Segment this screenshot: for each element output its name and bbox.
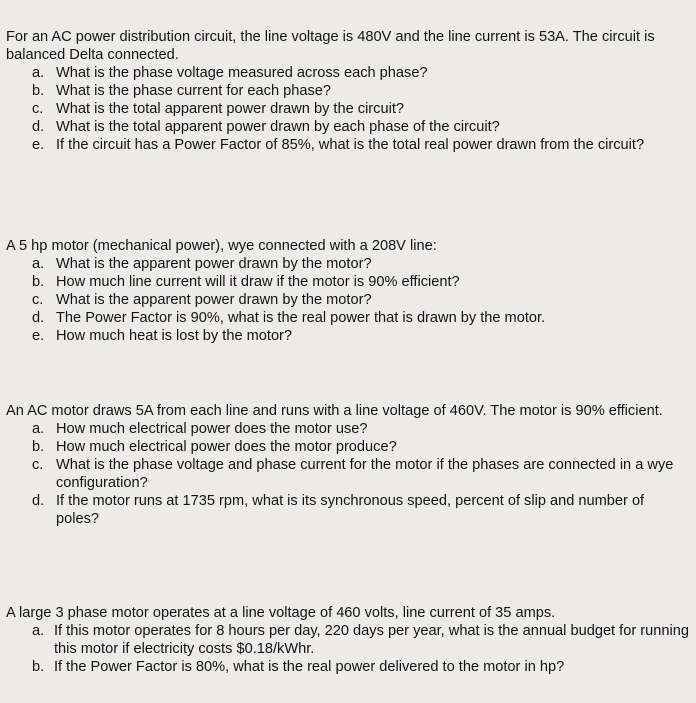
item-marker: b. [32,274,45,290]
question-item [6,136,690,154]
item-text: What is the phase current for each phase? [56,83,332,99]
question-list [6,255,690,345]
item-text: How much line current will it draw if the motor is 90% efficient? [56,274,460,290]
item-text: If the motor runs at 1735 rpm, what is its synchronous speed, percent of slip and number of poles? [56,493,645,527]
question-item [6,622,690,658]
item-marker: a. [32,256,45,272]
item-text: What is the phase voltage measured across each phase? [56,65,428,81]
problem-intro: For an AC power distribution circuit, the line voltage is 480V and the line current is 53A. The circuit is balanced Delta connected. [6,29,655,63]
item-text: How much electrical power does the motor produce? [56,439,397,455]
question-item [6,255,690,273]
item-marker: c. [32,101,44,117]
question-item [6,658,690,676]
item-text: What is the apparent power drawn by the motor? [56,256,372,272]
question-item [6,327,690,345]
question-item [6,309,690,327]
question-item [6,64,690,82]
item-marker: d. [32,119,45,135]
item-text: What is the apparent power drawn by the motor? [56,292,372,308]
question-list [6,64,690,154]
item-text: How much heat is lost by the motor? [56,328,293,344]
problem-1 [6,28,690,154]
item-text: What is the total apparent power drawn by each phase of the circuit? [56,119,500,135]
item-text: How much electrical power does the motor use? [56,421,368,437]
item-text: If the Power Factor is 80%, what is the real power delivered to the motor in hp? [54,659,565,675]
item-marker: d. [32,493,45,509]
item-text: What is the total apparent power drawn by the circuit? [56,101,404,117]
item-marker: e. [32,137,45,153]
problem-4 [6,604,690,676]
question-list [6,622,690,676]
item-marker: b. [32,83,45,99]
item-text: The Power Factor is 90%, what is the real power that is drawn by the motor. [56,310,546,326]
item-marker: a. [32,623,45,639]
question-item [6,82,690,100]
question-list [6,420,690,528]
item-text: What is the phase voltage and phase current for the motor if the phases are connected in a wye configuration? [56,457,674,491]
question-item [6,438,690,456]
problem-intro: An AC motor draws 5A from each line and runs with a line voltage of 460V. The motor is 90% efficient. [6,403,663,419]
question-item [6,291,690,309]
item-marker: a. [32,421,45,437]
item-marker: a. [32,65,45,81]
problem-2 [6,237,690,345]
item-text: If the circuit has a Power Factor of 85%, what is the total real power drawn from the circuit? [56,137,645,153]
question-item [6,456,690,492]
item-marker: b. [32,439,45,455]
item-marker: c. [32,457,44,473]
question-item [6,273,690,291]
question-item [6,420,690,438]
item-marker: d. [32,310,45,326]
item-marker: c. [32,292,44,308]
item-marker: b. [32,659,45,675]
item-text: If this motor operates for 8 hours per day, 220 days per year, what is the annual budget for running this motor if electricity costs $0.18/kWhr. [54,623,689,657]
question-item [6,100,690,118]
question-item [6,492,690,528]
question-item [6,118,690,136]
problem-intro: A 5 hp motor (mechanical power), wye connected with a 208V line: [6,238,437,254]
problem-3 [6,402,690,528]
problem-intro: A large 3 phase motor operates at a line voltage of 460 volts, line current of 35 amps. [6,605,556,621]
item-marker: e. [32,328,45,344]
